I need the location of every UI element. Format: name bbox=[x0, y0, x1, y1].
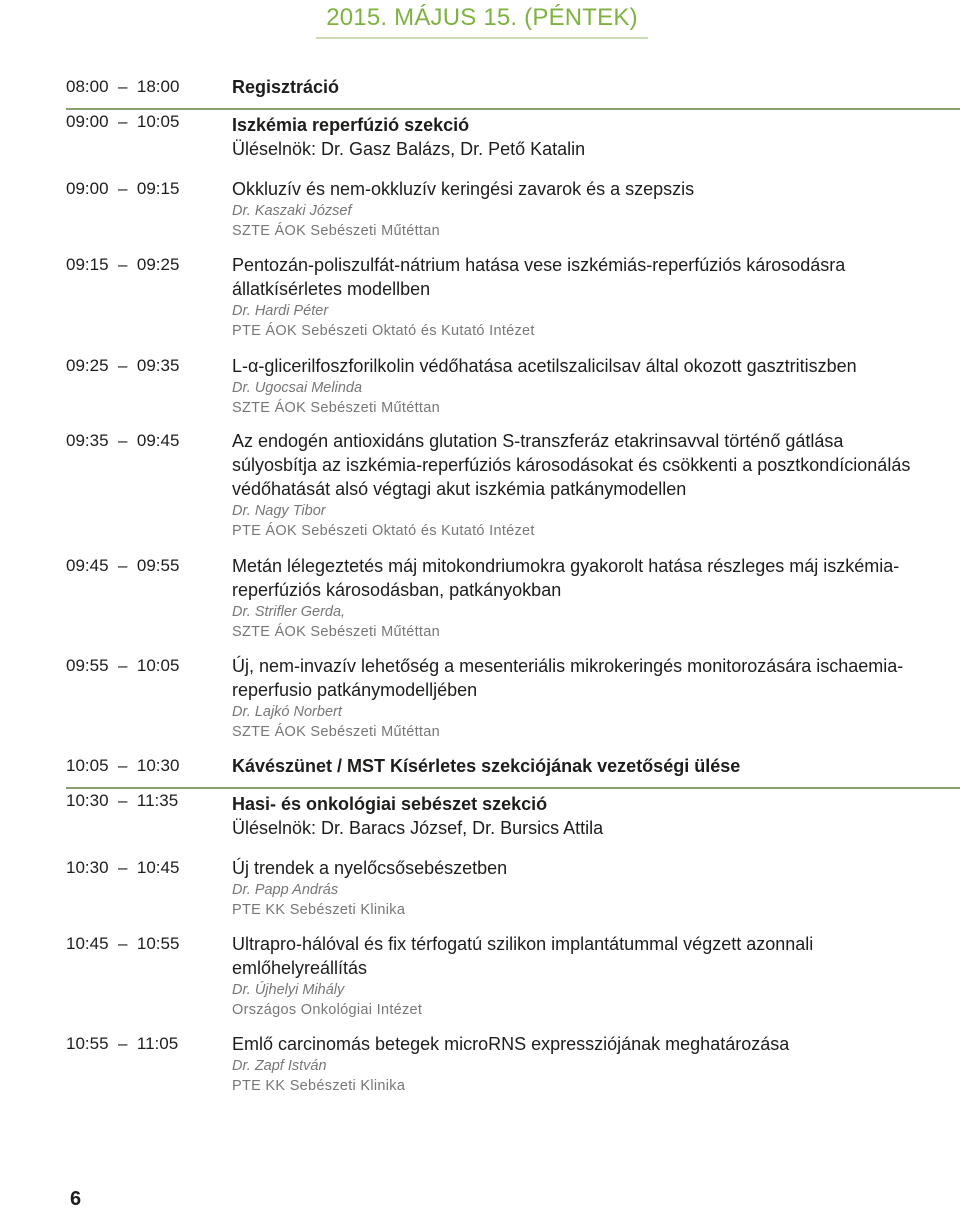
presenter-affiliation: SZTE ÁOK Sebészeti Műtéttan bbox=[232, 223, 440, 239]
time-range: 09:25 – 09:35 bbox=[66, 356, 180, 375]
time-range: 09:00 – 10:05 bbox=[66, 112, 180, 131]
time-range: 10:30 – 11:35 bbox=[66, 791, 179, 810]
schedule-row bbox=[66, 856, 960, 932]
schedule-row bbox=[66, 1032, 960, 1108]
talk-title: Pentozán-poliszulfát-nátrium hatása vese iszkémiás-reperfúziós károsodásra állatkísérletes modellben bbox=[232, 255, 846, 299]
session-title: Iszkémia reperfúzió szekció bbox=[232, 115, 470, 135]
presenter-name: Dr. Nagy Tibor bbox=[232, 503, 326, 519]
presenter-affiliation: PTE ÁOK Sebészeti Oktató és Kutató Intézet bbox=[232, 523, 535, 539]
time-range: 08:00 – 18:00 bbox=[66, 77, 180, 96]
session-chairs: Üléselnök: Dr. Gasz Balázs, Dr. Pető Katalin bbox=[232, 139, 586, 159]
schedule-row bbox=[66, 932, 960, 1032]
talk-title: L-α-glicerilfoszforilkolin védőhatása acetilszalicilsav által okozott gasztritiszben bbox=[232, 356, 857, 376]
presenter-name: Dr. Hardi Péter bbox=[232, 303, 329, 319]
presenter-name: Dr. Kaszaki József bbox=[232, 203, 352, 219]
time-range: 09:45 – 09:55 bbox=[66, 556, 180, 575]
talk-title: Új, nem-invazív lehetőség a mesenteriális mikrokeringés monitorozására ischaemia-reperfusio patkánymodelljében bbox=[232, 656, 904, 700]
presenter-affiliation: SZTE ÁOK Sebészeti Műtéttan bbox=[232, 724, 440, 740]
talk-title: Új trendek a nyelőcsősebészetben bbox=[232, 858, 508, 878]
schedule-row bbox=[66, 354, 960, 429]
page-number: 6 bbox=[70, 1188, 82, 1210]
talk-title: Metán lélegeztetés máj mitokondriumokra gyakorolt hatása részleges máj iszkémia-reperfúziós károsodásban, patkányokban bbox=[232, 556, 900, 600]
presenter-name: Dr. Papp András bbox=[232, 882, 339, 898]
session-title: Hasi- és onkológiai sebészet szekció bbox=[232, 794, 548, 814]
time-range: 10:45 – 10:55 bbox=[66, 934, 180, 953]
schedule-row bbox=[66, 789, 960, 856]
time-range: 10:30 – 10:45 bbox=[66, 858, 180, 877]
time-range: 09:15 – 09:25 bbox=[66, 255, 180, 274]
presenter-affiliation: PTE ÁOK Sebészeti Oktató és Kutató Intézet bbox=[232, 323, 535, 339]
title-underline bbox=[316, 37, 648, 39]
talk-title: Okkluzív és nem-okkluzív keringési zavarok és a szepszis bbox=[232, 179, 695, 199]
presenter-affiliation: PTE KK Sebészeti Klinika bbox=[232, 1078, 406, 1094]
schedule-row bbox=[66, 177, 960, 253]
presenter-affiliation: PTE KK Sebészeti Klinika bbox=[232, 902, 406, 918]
presenter-name: Dr. Újhelyi Mihály bbox=[232, 982, 345, 998]
presenter-name: Dr. Strifler Gerda, bbox=[232, 604, 346, 620]
presenter-name: Dr. Zapf István bbox=[232, 1058, 327, 1074]
session-chairs: Üléselnök: Dr. Baracs József, Dr. Bursics Attila bbox=[232, 818, 604, 838]
schedule-row bbox=[66, 253, 960, 354]
page-title: 2015. MÁJUS 15. (PÉNTEK) bbox=[326, 4, 638, 31]
schedule-row bbox=[66, 75, 960, 110]
presenter-affiliation: SZTE ÁOK Sebészeti Műtéttan bbox=[232, 624, 440, 640]
session-title: Regisztráció bbox=[232, 77, 340, 97]
schedule-list bbox=[66, 75, 960, 1108]
talk-title: Emlő carcinomás betegek microRNS expressziójának meghatározása bbox=[232, 1034, 790, 1054]
time-range: 09:00 – 09:15 bbox=[66, 179, 180, 198]
talk-title: Ultrapro-hálóval és fix térfogatú szilikon implantátummal végzett azonnali emlőhelyreállítás bbox=[232, 934, 814, 978]
presenter-name: Dr. Lajkó Norbert bbox=[232, 704, 342, 720]
session-title: Kávészünet / MST Kísérletes szekciójának vezetőségi ülése bbox=[232, 756, 741, 776]
presenter-affiliation: Országos Onkológiai Intézet bbox=[232, 1002, 423, 1018]
schedule-row bbox=[66, 654, 960, 754]
time-range: 09:35 – 09:45 bbox=[66, 431, 180, 450]
schedule-row bbox=[66, 754, 960, 789]
presenter-affiliation: SZTE ÁOK Sebészeti Műtéttan bbox=[232, 400, 440, 416]
time-range: 10:55 – 11:05 bbox=[66, 1034, 179, 1053]
schedule-row bbox=[66, 554, 960, 654]
time-range: 09:55 – 10:05 bbox=[66, 656, 180, 675]
time-range: 10:05 – 10:30 bbox=[66, 756, 180, 775]
schedule-row bbox=[66, 110, 960, 177]
talk-title: Az endogén antioxidáns glutation S-transzferáz etakrinsavval történő gátlása súlyosbítja az iszkémia-reperfúziós károsodásokat és csökkenti a posztkondícionálás védőhatását alsó végtagi akut iszkémia patkánymodellen bbox=[232, 431, 911, 499]
presenter-name: Dr. Ugocsai Melinda bbox=[232, 380, 363, 396]
schedule-row bbox=[66, 429, 960, 554]
